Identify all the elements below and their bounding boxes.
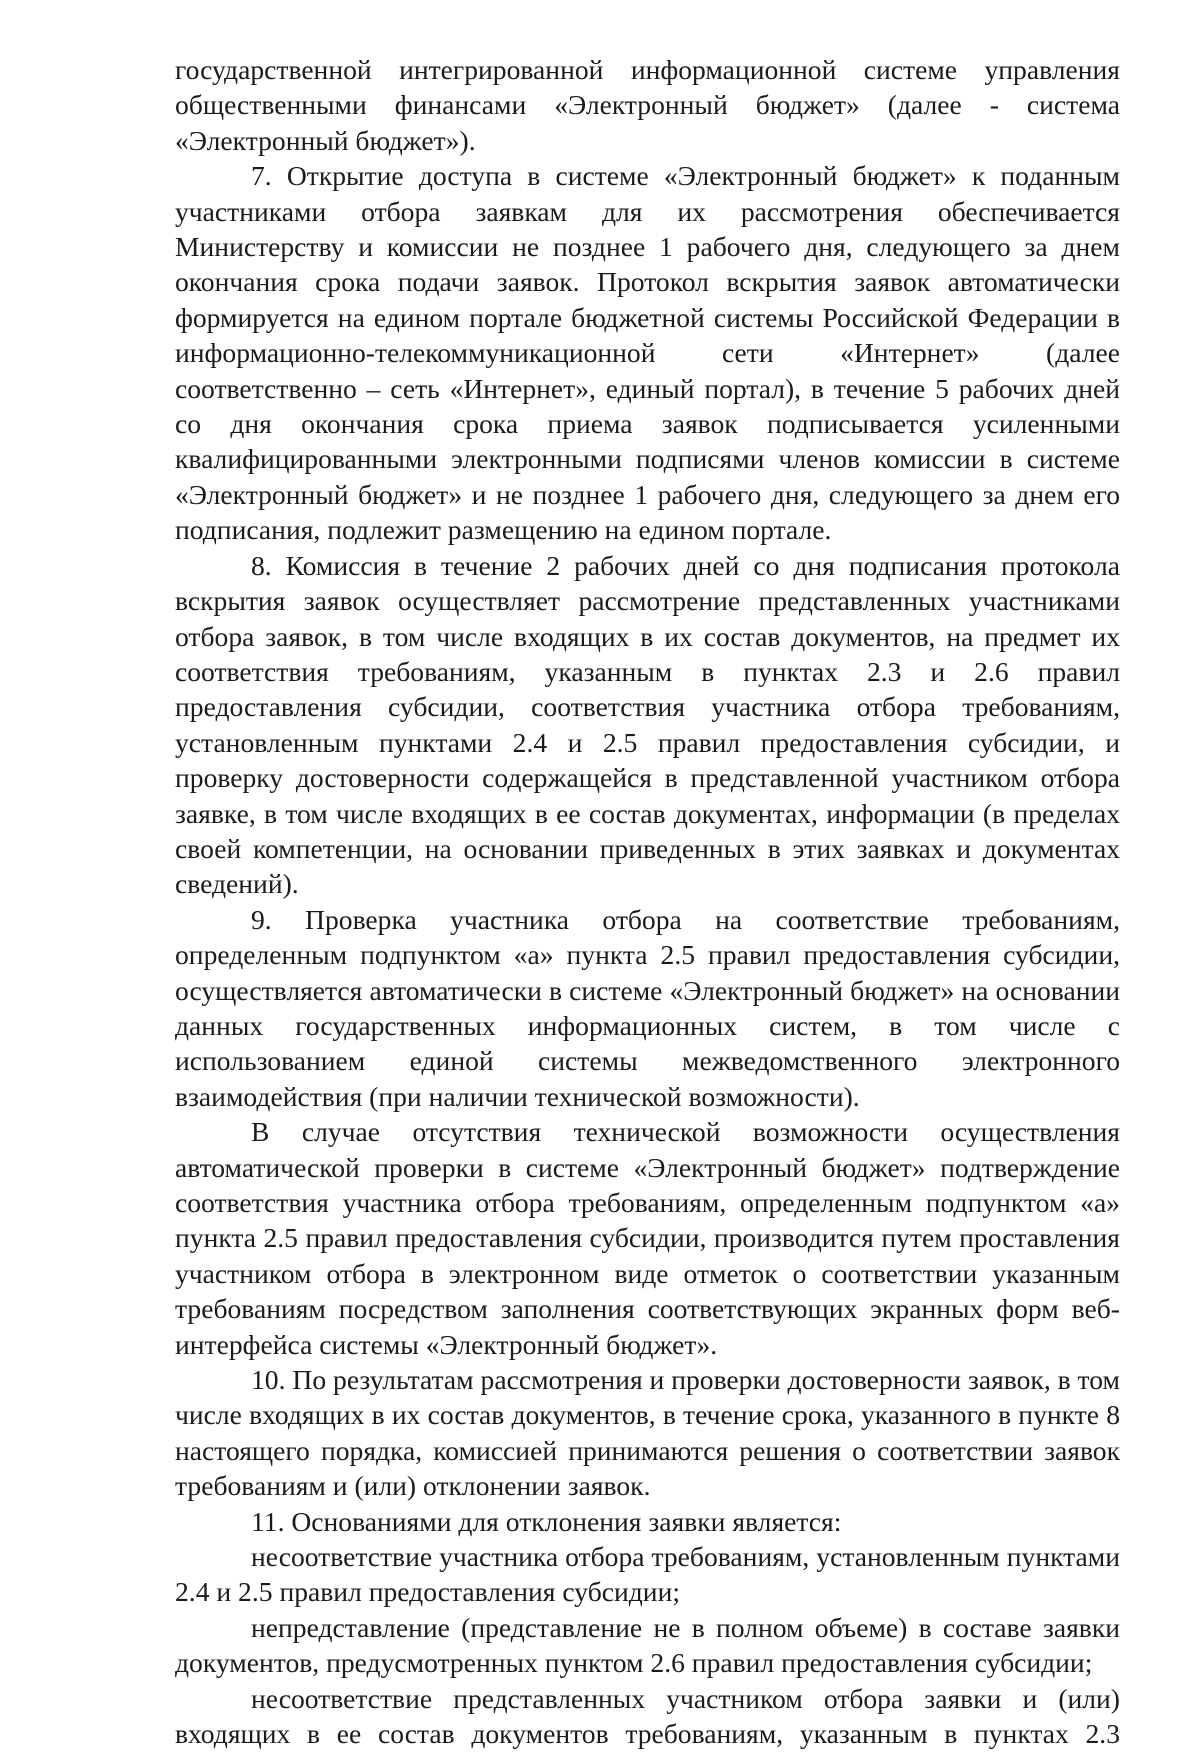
document-page bbox=[175, 52, 1120, 1752]
paragraph-item-9-case: В случае отсутствия технической возможности осуществления автоматической проверки в системе «Электронный бюджет» подтверждение соответствия участника отбора требованиям, определенным подпунктом «а» пункта 2.5 правил предоставления субсидии, производится путем проставления участником отбора в электронном виде отметок о соответствии указанным требованиям посредством заполнения соответствующих экранных форм веб-интерфейса системы «Электронный бюджет». bbox=[175, 1116, 1120, 1360]
paragraph-item-11: 11. Основаниями для отклонения заявки является: bbox=[251, 1505, 842, 1537]
paragraph-system-intro: государственной интегрированной информационной системе управления общественными финансами «Электронный бюджет» (далее - система «Электронный бюджет»). bbox=[175, 54, 1120, 156]
paragraph-reason-3: несоответствие представленных участником отбора заявки и (или) входящих в ее состав документов требованиям, указанным в пунктах 2.3 bbox=[175, 1682, 1120, 1750]
paragraph-item-9: 9. Проверка участника отбора на соответствие требованиям, определенным подпунктом «а» пункта 2.5 правил предоставления субсидии, осуществляется автоматически в системе «Электронный бюджет» на основании данных государственных информационных систем, в том числе с использованием единой системы межведомственного электронного взаимодействия (при наличии технической возможности). bbox=[175, 903, 1120, 1112]
paragraph-reason-1: несоответствие участника отбора требованиям, установленным пунктами 2.4 и 2.5 правил предоставления субсидии; bbox=[175, 1541, 1120, 1608]
paragraph-reason-2: непредставление (представление не в полном объеме) в составе заявки документов, предусмотренных пунктом 2.6 правил предоставления субсидии; bbox=[175, 1611, 1120, 1679]
paragraph-item-8: 8. Комиссия в течение 2 рабочих дней со дня подписания протокола вскрытия заявок осуществляет рассмотрение представленных участниками отбора заявок, в том числе входящих в их состав документов, на предмет их соответствия требованиям, указанным в пунктах 2.3 и 2.6 правил предоставления субсидии, соответствия участника отбора требованиям, установленным пунктами 2.4 и 2.5 правил предоставления субсидии, и проверку достоверности содержащейся в представленной участником отбора заявке, в том числе входящих в ее состав документах, информации (в пределах своей компетенции, на основании приведенных в этих заявках и документах сведений). bbox=[175, 549, 1120, 900]
paragraph-item-7: 7. Открытие доступа в системе «Электронный бюджет» к поданным участниками отбора заявкам для их рассмотрения обеспечивается Министерству и комиссии не позднее 1 рабочего дня, следующего за днем окончания срока подачи заявок. Протокол вскрытия заявок автоматически формируется на едином портале бюджетной системы Российской Федерации в информационно-телекоммуникационной сети «Интернет» (далее соответственно – сеть «Интернет», единый портал), в течение 5 рабочих дней со дня окончания срока приема заявок подписывается усиленными квалифицированными электронными подписями членов комиссии в системе «Электронный бюджет» и не позднее 1 рабочего дня, следующего за днем его подписания, подлежит размещению на едином портале. bbox=[175, 160, 1120, 546]
paragraph-item-10: 10. По результатам рассмотрения и проверки достоверности заявок, в том числе входящих в их состав документов, в течение срока, указанного в пункте 8 настоящего порядка, комиссией принимаются решения о соответствии заявок требованиям и (или) отклонении заявок. bbox=[175, 1364, 1120, 1502]
